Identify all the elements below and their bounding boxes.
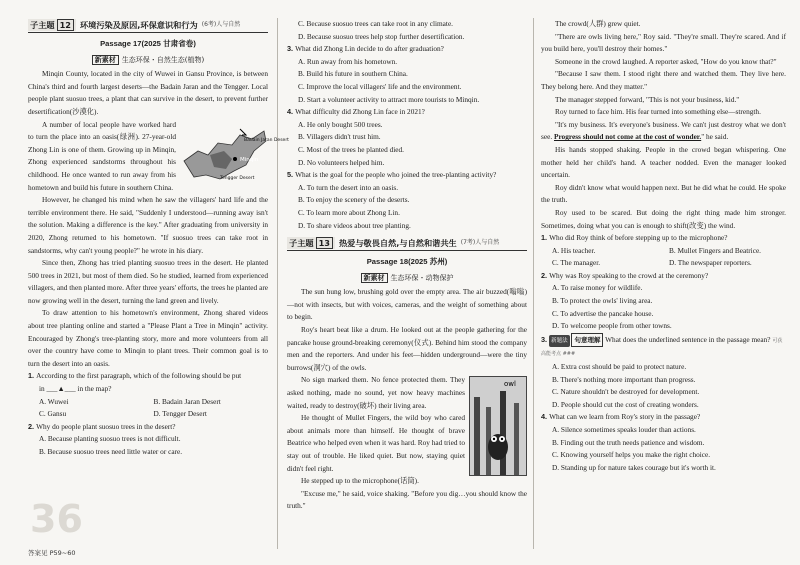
option[interactable]: C. Knowing yourself helps you make the right choice.	[552, 450, 711, 460]
subtopic-title: 环境污染及原因,环保意识和行为	[79, 19, 198, 30]
option[interactable]: D. Tengger Desert	[153, 409, 207, 419]
underlined-sentence: Progress should not come at the cost of wonder.	[553, 132, 702, 142]
paragraph: "There are owls living here," Roy said. "They're small. They're scared. And if you build here, you'll destroy their homes."	[541, 31, 786, 54]
option[interactable]: A. To raise money for wildlife.	[552, 283, 643, 293]
answer-reference: 答案见 P59~60	[28, 549, 76, 557]
map-illustration	[180, 121, 289, 187]
option[interactable]: C. The manager.	[552, 258, 601, 268]
question-4: 4. What can we learn from Roy's story in the passage?	[541, 412, 701, 422]
option[interactable]: D. To share videos about tree planting.	[298, 220, 411, 230]
paragraph: The manager stepped forward, "This is not your business, kid."	[555, 94, 740, 104]
paragraph: The crowd(人群) grew quiet.	[555, 19, 641, 28]
option[interactable]: B. Badain Jaran Desert	[153, 396, 221, 406]
option[interactable]: C. To advertise the pancake house.	[552, 308, 654, 318]
paragraph: Minqin County, located in the city of Wuwei in Gansu Province, is between China's third and fourth largest deserts—the Badain Jaran and the Tengger. Local people plant suosuo trees, a plant that can survive in the desert, to prevent further desertification(沙漠化).	[28, 69, 268, 116]
question-2: 2. Why was Roy speaking to the crowd at the ceremony?	[541, 270, 709, 280]
paragraph: He stepped up to the microphone(话筒).	[301, 476, 419, 486]
option[interactable]: D. Standing up for nature takes courage but it's worth it.	[552, 462, 716, 472]
option[interactable]: B. Villagers didn't trust him.	[298, 132, 381, 142]
paragraph: "Because I saw them. I stood right there and watched them. They live here. They belong here. And they matter."	[541, 69, 786, 91]
question-1: 1. According to the first paragraph, which of the following should be put	[28, 371, 242, 381]
question-type-badge: 句意理解	[571, 333, 603, 348]
owl-illustration	[469, 376, 527, 476]
material-tag: 新素材 生态环保・动物保护	[287, 272, 527, 285]
option[interactable]: D. People should cut the cost of creating wonders.	[552, 399, 699, 409]
column-divider	[277, 18, 278, 549]
question-3: 3. 新题法 句意理解 What does the underlined sentence in the passage mean? 可获高能考点 ###	[541, 334, 783, 358]
paragraph: Roy's heart beat like a drum. He looked out at the people gathering for the pancake house ground-breaking ceremony(仪式). Behind him stood the company men and the reporters. And under his feet—hidden underground—were the tiny burrows(洞穴) of the owls.	[287, 325, 527, 372]
column-2	[287, 18, 527, 513]
option[interactable]: D. The newspaper reporters.	[669, 258, 752, 268]
paragraph: No sign marked them. No fence protected them. They asked nothing, made no sound, yet now heavy machines waited, ready to destroy(破坏) their living area.	[287, 375, 465, 410]
option[interactable]: A. He only bought 500 trees.	[298, 119, 383, 129]
owl-label: owl	[504, 380, 516, 389]
paragraph: The sun hung low, brushing gold over the empty area. The air buzzed(嗡嗡)—not with insects, but with voices, cameras, and the weight of something about to begin.	[287, 287, 527, 322]
paragraph: His hands stopped shaking. People in the crowd began whispering. One mother held her child's hand. A teacher nodded. Even the manager looked uncertain.	[541, 144, 786, 180]
map-label-badain: Badain Jaran Desert	[244, 137, 289, 143]
option[interactable]: B. Because suosuo trees need little water or care.	[39, 447, 183, 456]
arrow-icon	[240, 129, 246, 135]
column-1: 子主题 12 环境污染及原因,环保意识和行为 (6考)人与自然 Passage 17(2025 甘肃省卷) 新素材 生态环保・自然生态(植物) Minqin County, located in the city of Wuwei in Gansu Province, is between China's third and fourth largest deserts—the Badain Jaran and the Tengger. Local people plant suosuo trees, a plant that can survive in the desert, to prevent further desertification(沙漠化). Minqin Badain Jaran Desert Tengger Desert A number of local people have worked hard to turn the place into an oasis(绿洲). 27-year-old Zhong Lin is one of them. Growing up in Minqin, Zhong experienced sandstorms throughout his childhood. He once wanted to run away from his hometown and build his future in southern China. However, he changed his mind when he saw the villagers' hard life and the terrible environment there. He said, "Suddenly I understood—running away isn't the solution. Making a difference is the key." After graduating from university in 2020, Zhong returned to his hometown. "If suosuo trees can take root in sandstorms, why can't young people?" he wrote in his diary. Since then, Zhong has tried planting suosuo trees in the desert. He planted 500 trees in 2021, but most of them died. So he studied, learned from experienced villagers, and then planted more. After three years' efforts, the trees he planted are now growing well in the desert, turning the land green and lively. To draw attention to his hometown's environment, Zhong shared videos about tree planting online and started a "Please Plant a Tree in Minqin" activity. Encouraged by Zhong's tree-planting story, more and more volunteers from all over the country have come to Minqin to plant trees. Their common goal is to turn the desert into an oasis. 1. According to the first paragraph, which of the following should be put in ___▲___ in the map? A. Wuwei B. Badain Jaran Desert C. Gansu D. Tengger Desert 2. Why do people plant suosuo trees in the desert? A. Because planting suosuo trees is not difficult. B. Because suosuo trees need little water or care.	[28, 18, 268, 459]
option[interactable]: D. To welcome people from other towns.	[552, 321, 672, 331]
column-divider	[533, 18, 534, 549]
option[interactable]: B. Finding out the truth needs patience and wisdom.	[552, 437, 705, 447]
option[interactable]: D. Start a volunteer activity to attract more tourists to Minqin.	[298, 94, 480, 104]
new-question-badge: 新题法	[549, 335, 570, 348]
option[interactable]: C. Most of the trees he planted died.	[298, 144, 404, 154]
question-2: 2. Why do people plant suosuo trees in the desert?	[28, 421, 176, 431]
passage-title: Passage 18(2025 苏州)	[366, 257, 448, 267]
paragraph: A number of local people have worked hard to turn the place into an oasis(绿洲). 27-year-old Zhong Lin is one of them. Growing up in Minqin, Zhong experienced sandstorms throughout his childhood. He once wanted to run away from his hometown and build his future in southern China.	[28, 119, 176, 192]
option[interactable]: A. Run away from his hometown.	[298, 56, 398, 66]
option[interactable]: B. To enjoy the scenery of the deserts.	[298, 195, 410, 205]
column-3	[541, 18, 786, 474]
subtopic-header-12: 子主题 12 环境污染及原因,环保意识和行为 (6考)人与自然	[28, 18, 268, 33]
option[interactable]: B. There's nothing more important than progress.	[552, 374, 696, 384]
page-number: 36	[30, 497, 83, 541]
paragraph-with-underline: "It's my business. It's everyone's business. We can't just destroy what we don't see. Progress should not come at the cost of wonder." he said.	[541, 119, 786, 142]
question-5: 5. What is the goal for the people who joined the tree-planting activity?	[287, 170, 497, 180]
option[interactable]: A. Because planting suosuo trees is not difficult.	[39, 434, 181, 444]
option[interactable]: D. Because suosuo trees help stop further desertification.	[298, 31, 465, 41]
question-4: 4. What difficulty did Zhong Lin face in 2021?	[287, 107, 425, 117]
option[interactable]: A. Extra cost should be paid to protect nature.	[552, 362, 687, 372]
subtopic-header-13: 子主题 13 热爱与敬畏自然,与自然和谐共生 (7考)人与自然	[287, 236, 527, 251]
paragraph: To draw attention to his hometown's environment, Zhong shared videos about tree planting online and started a "Please Plant a Tree in Minqin" activity. Encouraged by Zhong's tree-planting story, more and more volunteers from all over the country have come to Minqin to plant trees. Their common goal is to turn the desert into an oasis.	[28, 308, 268, 368]
material-tag: 新素材 生态环保・自然生态(植物)	[28, 54, 268, 67]
option[interactable]: A. To turn the desert into an oasis.	[298, 182, 399, 192]
option[interactable]: C. To learn more about Zhong Lin.	[298, 207, 400, 217]
option[interactable]: B. To protect the owls' living area.	[552, 296, 653, 306]
paragraph: He thought of Mullet Fingers, the wild boy who cared about animals more than himself. He thought of brave Beatrice who helped even when it was hard. Roy had tried to stay out of trouble. He liked quiet. But now, staying quiet didn't feel right.	[287, 413, 465, 473]
option[interactable]: B. Mullet Fingers and Beatrice.	[669, 245, 762, 255]
paragraph: However, he changed his mind when he saw the villagers' hard life and the terrible environment there. He said, "Suddenly I understood—running away isn't the solution. Making a difference is the key." After graduating from university in 2020, Zhong returned to his hometown. "If suosuo trees can take root in sandstorms, why can't young people?" he wrote in his diary.	[28, 195, 268, 255]
option[interactable]: B. Build his future in southern China.	[298, 69, 408, 79]
option[interactable]: D. No volunteers helped him.	[298, 157, 385, 167]
option[interactable]: A. Silence sometimes speaks louder than actions.	[552, 425, 696, 434]
paragraph: Someone in the crowd laughed. A reporter asked, "How do you know that?"	[555, 56, 777, 66]
map-label-tengger: Tengger Desert	[220, 175, 255, 181]
option[interactable]: C. Because suosuo trees can take root in any climate.	[298, 19, 454, 28]
question-3: 3. What did Zhong Lin decide to do after graduation?	[287, 44, 444, 54]
paragraph: "Excuse me," he said, voice shaking. "Before you dig…you should know the truth."	[287, 488, 527, 511]
option[interactable]: C. Gansu	[39, 409, 67, 419]
paragraph: Roy didn't know what would happen next. But he did what he could. He spoke the truth.	[541, 182, 786, 205]
question-1: 1. Who did Roy think of before stepping up to the microphone?	[541, 233, 728, 243]
paragraph: Since then, Zhong has tried planting suosuo trees in the desert. He planted 500 trees in 2021, but most of them died. So he studied, learned from experienced villagers, and then planted more. After three years' efforts, the trees he planted are now growing well in the desert, turning the land green and lively.	[28, 258, 268, 305]
paragraph: Roy turned to face him. His fear turned into something else—strength.	[555, 107, 761, 117]
paragraph: Roy used to be scared. But doing the right thing made him stronger. Sometimes, doing what you can is enough to shift(改变) the wind.	[541, 207, 786, 230]
map-label-minqin: Minqin	[240, 156, 259, 163]
option[interactable]: A. Wuwei	[39, 396, 69, 406]
option[interactable]: A. His teacher.	[552, 245, 596, 255]
passage-title: Passage 17(2025 甘肃省卷)	[100, 39, 196, 48]
option[interactable]: C. Nature shouldn't be destroyed for development.	[552, 387, 700, 397]
option[interactable]: C. Improve the local villagers' life and the environment.	[298, 81, 462, 91]
subtopic-title: 热爱与敬畏自然,与自然和谐共生	[338, 237, 457, 248]
